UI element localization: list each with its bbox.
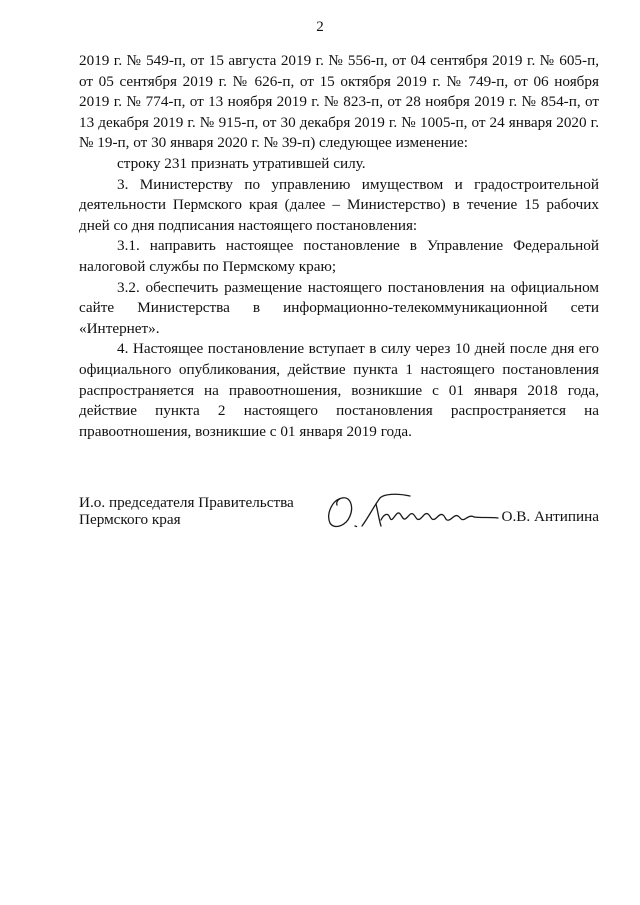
paragraph-item-4: 4. Настоящее постановление вступает в силу через 10 дней после дня его официального опубликования, действие пункта 1 настоящего постановления распространяется на правоотношения, возникшие с 01 января 2018 года, действие пункта 2 настоящего постановления распространяется на правоотношения, возникшие с 01 января 2019 года. <box>79 340 599 440</box>
signature-block <box>79 490 599 540</box>
document-body <box>79 51 599 442</box>
signer-title <box>79 494 294 528</box>
paragraph-row-231: строку 231 признать утратившей силу. <box>117 154 366 172</box>
paragraph-item-3-2: 3.2. обеспечить размещение настоящего постановления на официальном сайте Министерства в информационно-телекоммуникационной сети «Интернет». <box>79 278 599 337</box>
signer-title-line-2: Пермского края <box>79 511 181 528</box>
signer-name: О.В. Антипина <box>501 508 599 525</box>
handwritten-signature <box>324 490 499 532</box>
paragraph-amendment-list: 2019 г. № 549-п, от 15 августа 2019 г. № 556-п, от 04 сентября 2019 г. № 605-п, от 05 сентября 2019 г. № 626-п, от 15 октября 2019 г. № 749-п, от 06 ноября 2019 г. № 774-п, от 13 ноября 2019 г. № 823-п, от 28 ноября 2019 г. № 854-п, от 13 декабря 2019 г. № 915-п, от 30 декабря 2019 г. № 1005-п, от 24 января 2020 г. № 19-п, от 30 января 2020 г. № 39-п) следующее изменение: <box>79 52 599 152</box>
signer-title-line-1: И.о. председателя Правительства <box>79 494 294 511</box>
paragraph-item-3-1: 3.1. направить настоящее постановление в Управление Федеральной налоговой службы по Пермскому краю; <box>79 237 599 275</box>
paragraph-item-3: 3. Министерству по управлению имуществом и градостроительной деятельности Пермского края (далее – Министерство) в течение 15 рабочих дней со дня подписания настоящего постановления: <box>79 175 599 234</box>
page-number: 2 <box>316 19 324 35</box>
